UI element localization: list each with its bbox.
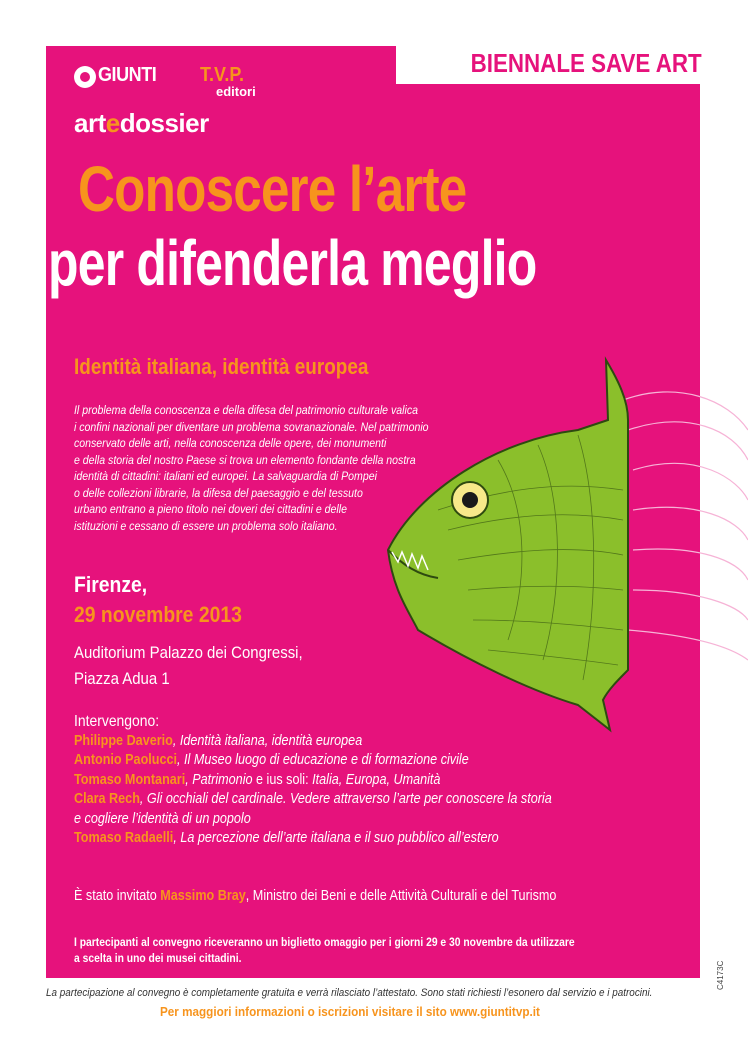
- logo-suffix: editori: [216, 84, 256, 99]
- speaker-row: [74, 829, 596, 849]
- speakers-list: [74, 712, 674, 849]
- tickets-line: I partecipanti al convegno riceveranno un biglietto omaggio per i giorni 29 e 30 novembre da utilizzare: [74, 935, 575, 949]
- title-line-1: Conoscere l’arte: [78, 153, 467, 225]
- speaker-talk: , La percezione dell’arte italiana e il suo pubblico all’estero: [173, 830, 499, 846]
- speaker-row: [74, 751, 596, 771]
- fish-illustration: [378, 340, 748, 740]
- magazine-logo: [74, 108, 209, 139]
- speaker-talk: , Identità italiana, identità europea: [172, 732, 363, 749]
- tickets-note: [74, 934, 656, 966]
- print-code: C4173C: [716, 960, 725, 990]
- footer-info-link[interactable]: Per maggiori informazioni o iscrizioni visitare il sito www.giuntitvp.it: [160, 1004, 540, 1019]
- invite-line: [74, 888, 556, 904]
- invite-name: Massimo Bray: [160, 888, 246, 904]
- speaker-row: [74, 732, 596, 752]
- event-venue: [74, 640, 334, 692]
- intro-line: urbano entrano a pieno titolo nei doveri dei cittadini e delle: [74, 502, 347, 516]
- speaker-name: Tomaso Radaelli: [74, 830, 174, 846]
- fish-skeleton-icon: [623, 392, 748, 670]
- intro-line: Il problema della conoscenza e della difesa del patrimonio culturale valica: [74, 403, 418, 417]
- speaker-name: Antonio Paolucci: [74, 752, 178, 768]
- title-line-2: per difenderla meglio: [48, 227, 537, 299]
- speaker-row: [74, 790, 596, 810]
- invite-prefix: È stato invitato: [74, 888, 161, 904]
- speaker-talk: Italia, Europa, Umanità: [312, 771, 441, 788]
- speaker-talk-plain: e ius soli:: [252, 771, 313, 788]
- intro-line: e della storia del nostro Paese si trova un elemento fondante della nostra: [74, 452, 416, 467]
- magazine-prefix: art: [74, 108, 106, 138]
- speaker-talk: , Patrimonio: [185, 771, 253, 788]
- intro-line: i confini nazionali per diventare un problema sovranazionale. Nel patrimonio: [74, 419, 429, 434]
- magazine-mid: e: [105, 108, 120, 138]
- speaker-name: Tomaso Montanari: [74, 771, 186, 788]
- intro-line: o delle collezioni librarie, la difesa del paesaggio e del tessuto: [74, 485, 363, 500]
- speaker-talk: , Gli occhiali del cardinale. Vedere attraverso l’arte per conoscere la storia: [139, 791, 552, 807]
- logo-brand: GIUNTI: [98, 64, 157, 86]
- intro-line: conservato delle arti, nella conoscenza delle opere, dei monumenti: [74, 436, 387, 450]
- venue-line: Piazza Adua 1: [74, 669, 170, 688]
- footer-note: La partecipazione al convegno è completamente gratuita e verrà rilasciato l’attestato. Sono stati richiesti l’esonero dal servizio e i patrocini.: [46, 987, 653, 999]
- intro-line: identità di cittadini: italiani ed europei. La salvaguardia di Pompei: [74, 469, 377, 483]
- speaker-name: Philippe Daverio: [74, 732, 173, 749]
- giunti-logo-icon: [74, 66, 96, 88]
- tickets-line: a scelta in uno dei musei cittadini.: [74, 951, 242, 965]
- magazine-suffix: dossier: [119, 108, 209, 138]
- intro-paragraph: [74, 402, 500, 534]
- event-label: BIENNALE SAVE ART: [470, 48, 702, 78]
- speaker-talk-continued: e cogliere l’identità di un popolo: [74, 810, 251, 827]
- venue-line: Auditorium Palazzo dei Congressi,: [74, 643, 303, 662]
- invite-suffix: , Ministro dei Beni e delle Attività Culturali e del Turismo: [245, 888, 557, 904]
- subtitle: Identità italiana, identità europea: [74, 354, 369, 379]
- event-label-box: [396, 44, 702, 84]
- speaker-name: Clara Rech: [74, 791, 140, 807]
- intro-line: istituzioni e cessano di essere un problema solo italiano.: [74, 518, 338, 533]
- event-city: Firenze,: [74, 572, 148, 597]
- speakers-heading: Intervengono:: [74, 713, 160, 730]
- speaker-row: [74, 771, 596, 791]
- speaker-talk: , Il Museo luogo di educazione e di formazione civile: [177, 752, 469, 768]
- logo-mark: T.V.P.: [200, 64, 245, 86]
- event-date: 29 novembre 2013: [74, 602, 242, 627]
